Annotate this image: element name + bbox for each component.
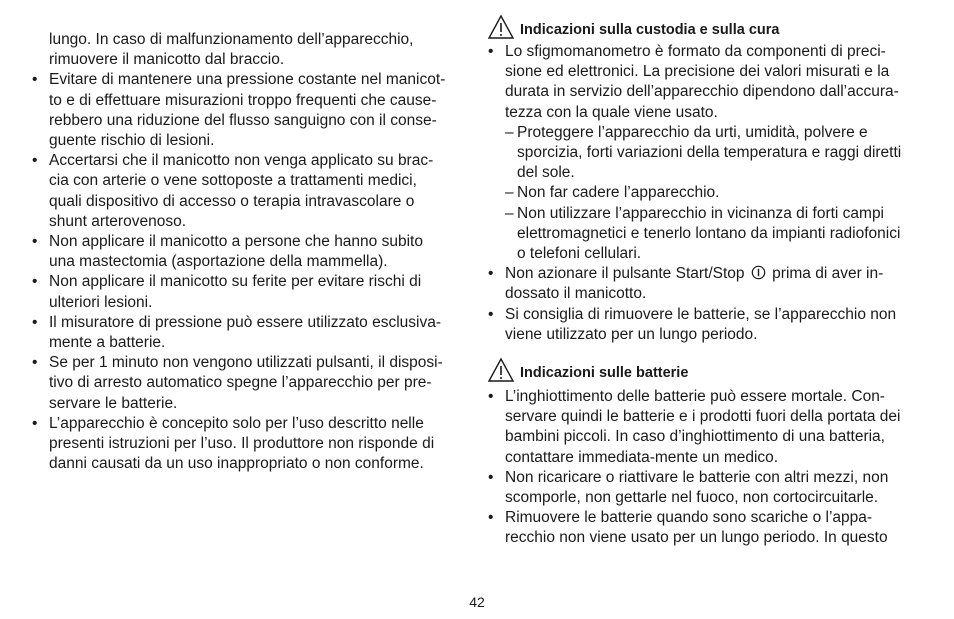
text-line: scomporle, non gettarle nel fuoco, non cortocircuitarle. <box>505 489 879 507</box>
dash-mark: – <box>505 204 514 222</box>
text-line: quali dispositivo di accesso o terapia intravascolare o <box>49 192 415 210</box>
text-line: tezza con la quale viene usato. <box>505 103 718 121</box>
text-line: del sole. <box>517 164 575 182</box>
text-line: Il misuratore di pressione può essere utilizzato esclusiva- <box>49 313 441 331</box>
bullet-list-item <box>32 151 462 232</box>
text-line: Evitare di mantenere una pressione costante nel manicot- <box>49 71 446 89</box>
text-line: Rimuovere le batterie quando sono scariche o l’appa- <box>505 509 873 527</box>
bullet-mark: • <box>488 43 494 60</box>
care-heading <box>488 8 918 40</box>
text-line: rimuovere il manicotto dal braccio. <box>49 51 285 69</box>
text-line: guente rischio di lesioni. <box>49 132 215 150</box>
bullet-mark: • <box>488 468 494 486</box>
bullet-list-item <box>32 232 462 272</box>
text-line: sporcizia, forti variazioni della temperatura e raggi diretti <box>517 144 902 162</box>
care-bullet <box>488 305 918 345</box>
bullet-mark: • <box>488 388 494 406</box>
bullet-mark: • <box>32 313 38 331</box>
right-column <box>488 21 918 549</box>
bullet-list-item <box>32 313 462 353</box>
text-line: tivo di arresto automatico spegne l’apparecchio per pre- <box>49 374 432 392</box>
left-bullet-list <box>32 70 462 474</box>
care-bullet <box>488 42 918 123</box>
text-line: presenti istruzioni per l’uso. Il produttore non risponde di <box>49 435 435 453</box>
text-line: una mastectomia (asportazione della mammella). <box>49 253 388 271</box>
text-line: Non azionare il pulsante Start/Stop <box>505 265 745 283</box>
dash-list-item <box>488 123 918 184</box>
text-line: Non applicare il manicotto su ferite per evitare rischi di <box>49 273 422 291</box>
text-line: dossato il manicotto. <box>505 285 647 303</box>
bullet-list-item <box>32 353 462 414</box>
text-line: cia con arterie o vene sottoposte a trattamenti medici, <box>49 172 417 190</box>
dash-list-item <box>488 204 918 265</box>
bullet-mark: • <box>488 305 494 323</box>
bullet-list-item <box>32 414 462 475</box>
text-line: lungo. In caso di malfunzionamento dell’apparecchio, <box>49 31 414 48</box>
text-line: Non ricaricare o riattivare le batterie con altri mezzi, non <box>505 468 889 486</box>
battery-bullet-list <box>488 387 918 549</box>
text-line: viene utilizzato per un lungo periodo. <box>505 325 758 343</box>
warning-icon <box>488 14 514 40</box>
left-column <box>32 30 462 474</box>
text-line: contattare immediata-mente un medico. <box>505 448 779 466</box>
text-line: L’apparecchio è concepito solo per l’uso descritto nelle <box>49 414 424 432</box>
bullet-mark: • <box>488 265 494 283</box>
warning-icon <box>488 357 514 383</box>
bullet-mark: • <box>32 354 38 372</box>
text-line: Lo sfigmomanometro è formato da componenti di preci- <box>505 43 886 60</box>
bullet-mark: • <box>488 509 494 527</box>
text-line: mente a batterie. <box>49 334 166 352</box>
text-line: ulteriori lesioni. <box>49 293 153 311</box>
bullet-list-item <box>32 272 462 312</box>
intro-paragraph <box>32 30 462 70</box>
text-line: servare quindi le batterie e i prodotti fuori della portata dei <box>505 408 901 426</box>
bullet-mark: • <box>32 71 38 89</box>
bullet-list-item <box>488 387 918 468</box>
text-line: shunt arterovenoso. <box>49 212 187 230</box>
text-line: Non utilizzare l’apparecchio in vicinanza di forti campi <box>517 204 885 222</box>
power-button-icon <box>751 265 766 280</box>
text-line: danni causati da un uso inappropriato o non conforme. <box>49 455 424 473</box>
dash-mark: – <box>505 184 514 202</box>
text-line: to e di effettuare misurazioni troppo frequenti che cause- <box>49 91 437 109</box>
text-line: Si consiglia di rimuovere le batterie, se l’apparecchio non <box>505 305 897 323</box>
care-bullet <box>488 264 918 304</box>
text-line: o telefoni cellulari. <box>517 245 642 263</box>
bullet-mark: • <box>32 414 38 432</box>
bullet-list-item <box>488 508 918 548</box>
text-line: recchio non viene usato per un lungo periodo. In questo <box>505 529 888 547</box>
text-line: prima di aver in- <box>772 265 884 283</box>
text-line: Proteggere l’apparecchio da urti, umidità, polvere e <box>517 123 868 141</box>
text-line: rebbero una riduzione del flusso sanguigno con il conse- <box>49 111 437 129</box>
bullet-mark: • <box>32 233 38 251</box>
bullet-list-item <box>488 468 918 508</box>
dash-mark: – <box>505 123 514 141</box>
battery-heading-text: Indicazioni sulle batterie <box>520 364 689 381</box>
bullet-mark: • <box>32 273 38 291</box>
care-heading-text: Indicazioni sulla custodia e sulla cura <box>520 21 780 38</box>
care-dash-list <box>488 123 918 264</box>
bullet-list-item <box>32 70 462 151</box>
text-line: elettromagnetici e tenerlo lontano da impianti radiofonici <box>517 224 901 242</box>
text-line: L’inghiottimento delle batterie può essere mortale. Con- <box>505 388 885 406</box>
battery-heading <box>488 351 918 383</box>
text-line: Se per 1 minuto non vengono utilizzati pulsanti, il disposi- <box>49 354 443 372</box>
text-line: Non far cadere l’apparecchio. <box>517 184 720 202</box>
text-line: durata in servizio dell’apparecchio dipendono dall’accura- <box>505 83 899 101</box>
text-line: servare le batterie. <box>49 394 178 412</box>
bullet-mark: • <box>32 152 38 170</box>
text-line: bambini piccoli. In caso d’inghiottimento di una batteria, <box>505 428 885 446</box>
page-number: 42 <box>469 594 485 610</box>
dash-list-item <box>488 183 918 203</box>
text-line: Accertarsi che il manicotto non venga applicato su brac- <box>49 152 434 170</box>
text-line: Non applicare il manicotto a persone che hanno subito <box>49 233 423 251</box>
text-line: sione ed elettronici. La precisione dei valori misurati e la <box>505 63 890 81</box>
